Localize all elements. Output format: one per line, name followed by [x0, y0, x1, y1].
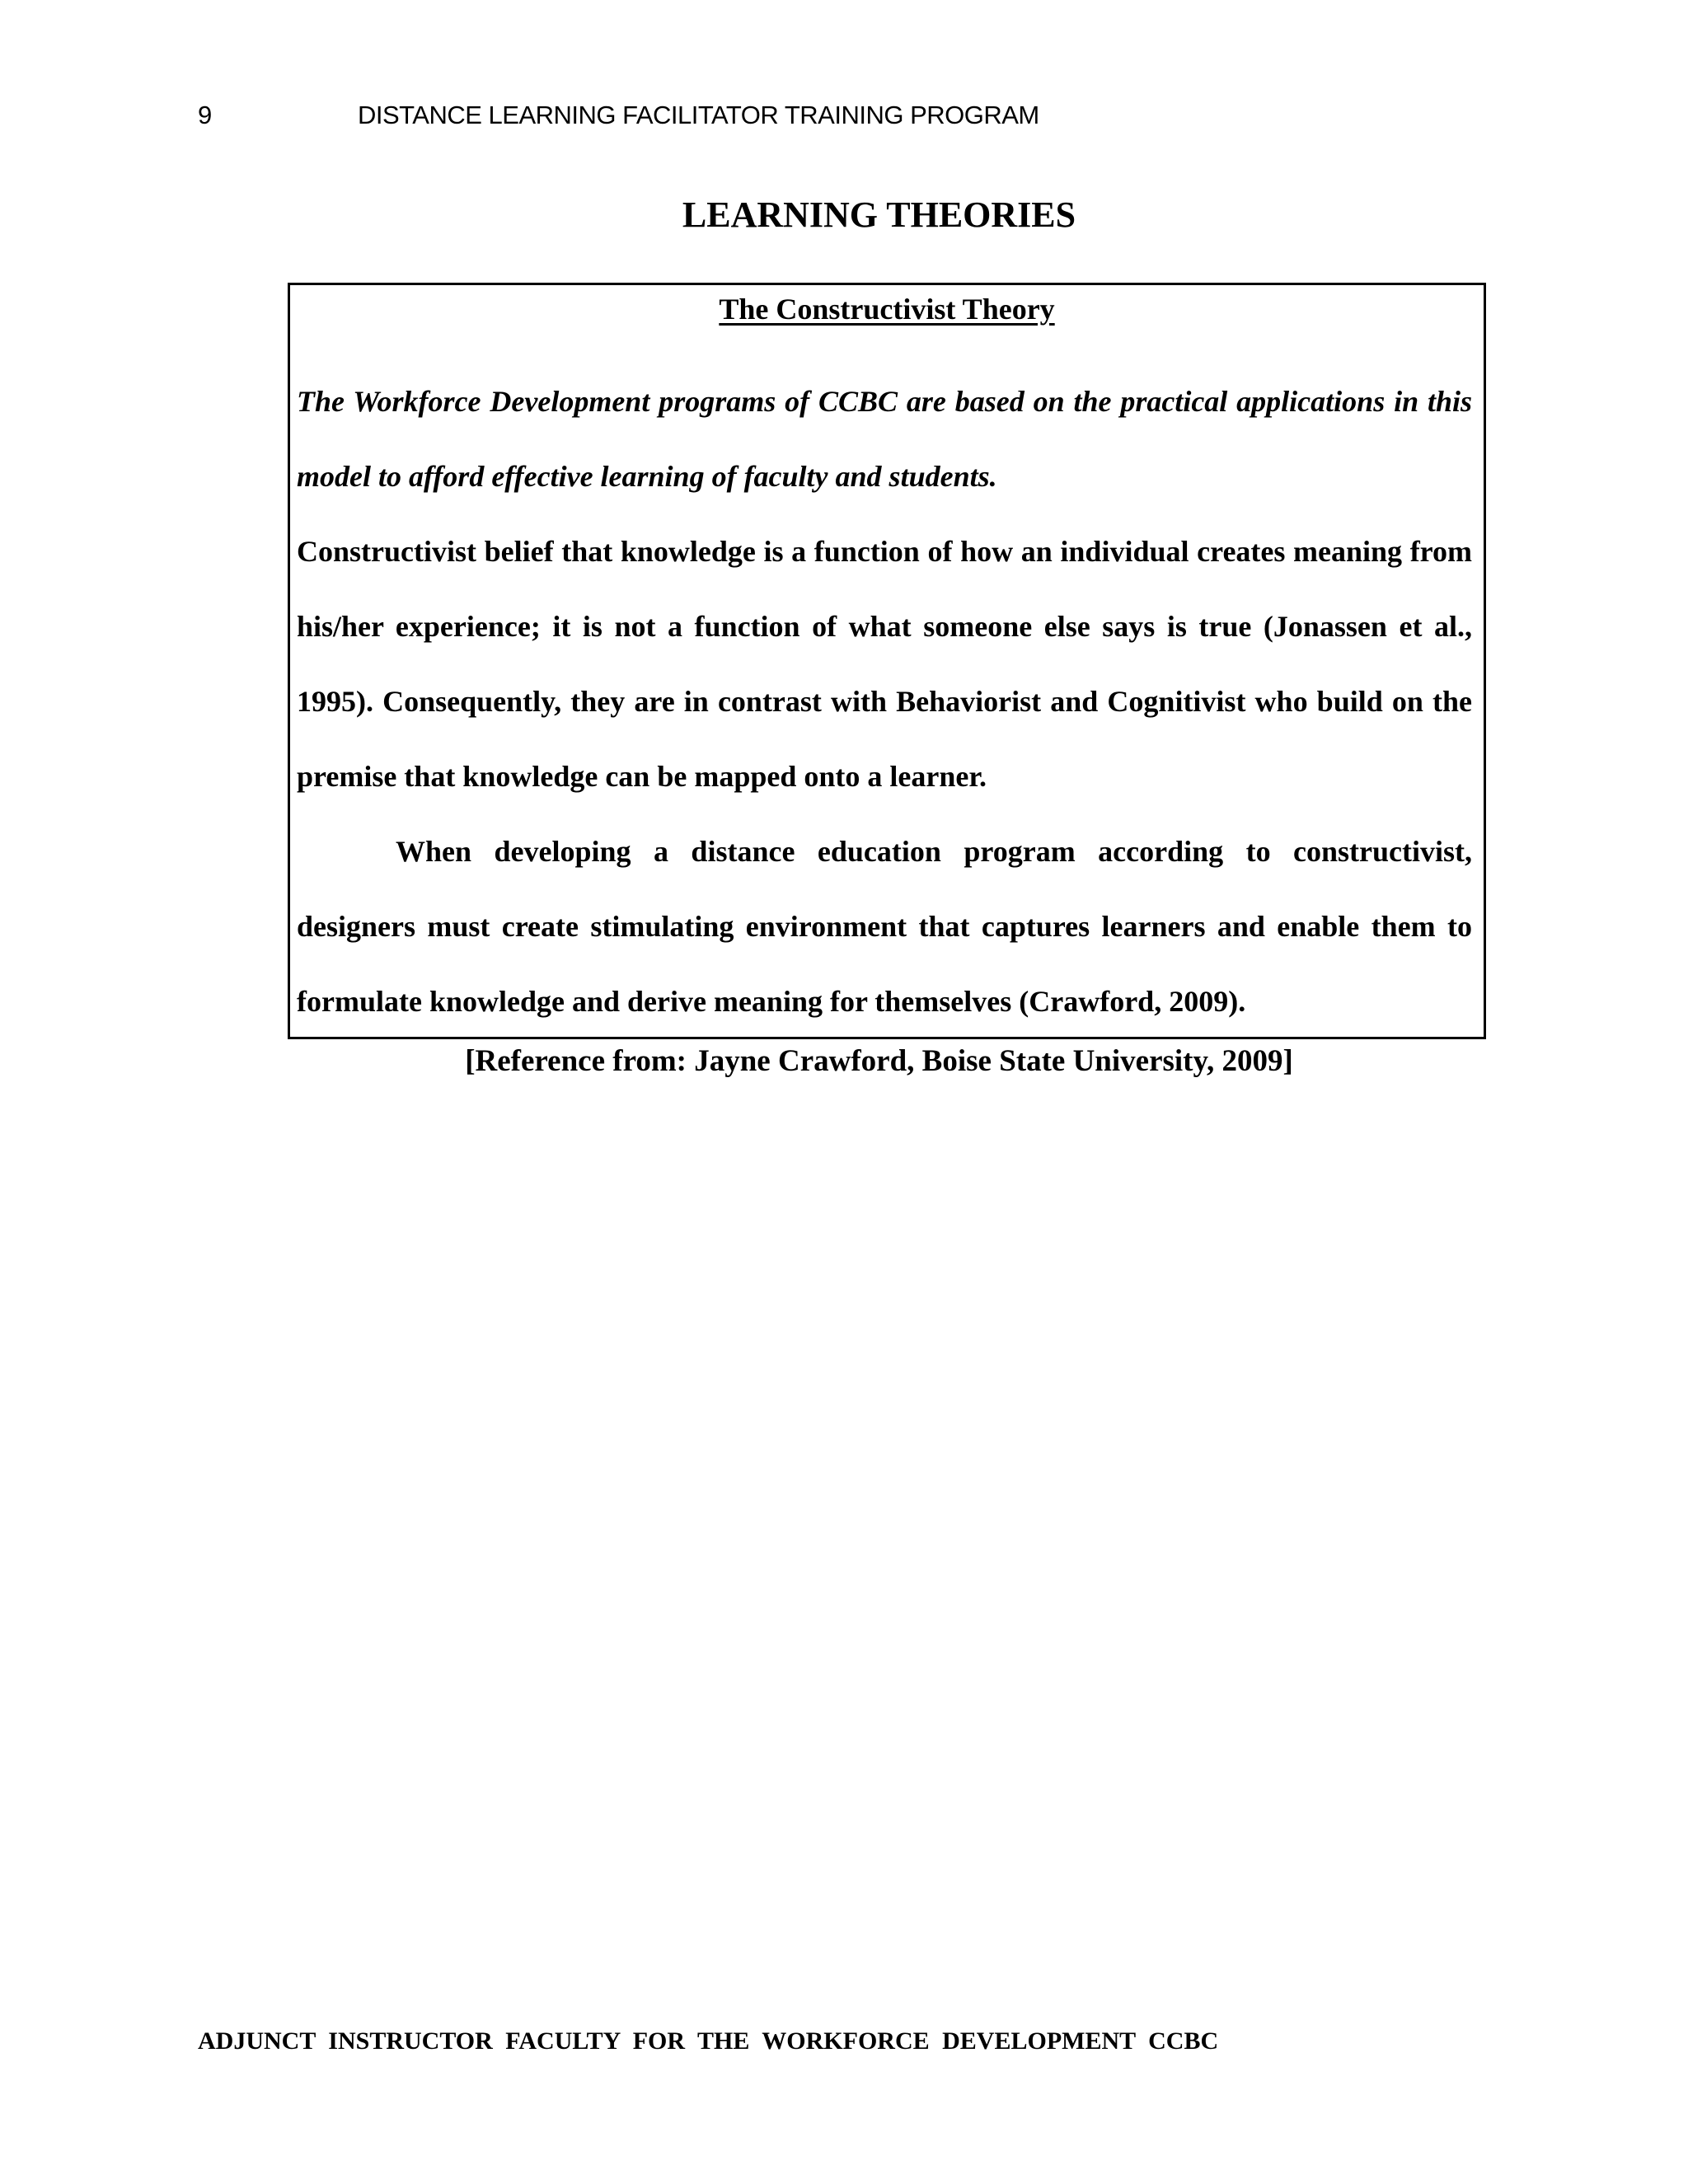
- running-header: DISTANCE LEARNING FACILITATOR TRAINING PROGRAM: [358, 101, 1039, 129]
- box-heading: The Constructivist Theory: [719, 293, 1055, 326]
- page-footer: ADJUNCT INSTRUCTOR FACULTY FOR THE WORKFORCE DEVELOPMENT CCBC: [198, 2027, 1219, 2055]
- body-paragraph-1: Constructivist belief that knowledge is a function of how an individual creates meaning from his/her experience; it is not a function of what someone else says is true (Jonassen et al., 1995). Consequently, they are in contrast with Behaviorist and Cognitivist who build on the premise that knowledge can be mapped onto a learner.: [297, 535, 1472, 793]
- body-paragraph-2: When developing a distance education program according to constructivist, designers must create stimulating environment that captures learners and enable them to formulate knowledge and derive meaning for themselves (Crawford, 2009).: [297, 835, 1472, 1018]
- reference-note: [Reference from: Jayne Crawford, Boise State University, 2009]: [465, 1044, 1293, 1078]
- page-title: LEARNING THEORIES: [682, 194, 1076, 235]
- intro-paragraph: The Workforce Development programs of CCBC are based on the practical applications in this model to afford effective learning of faculty and students.: [297, 385, 1472, 493]
- box-body: [297, 364, 1472, 1039]
- theory-box: [288, 283, 1486, 1039]
- page-number: 9: [198, 101, 213, 129]
